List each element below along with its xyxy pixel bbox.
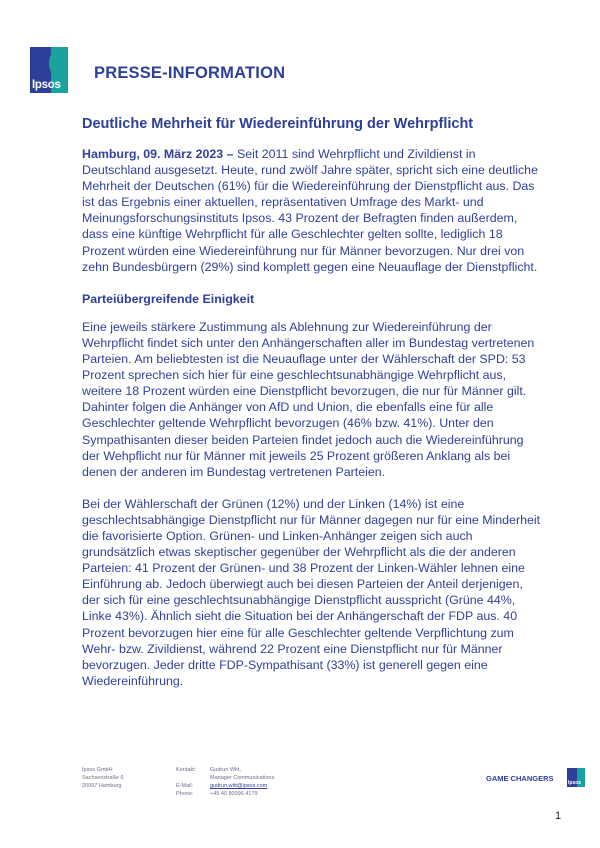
- company-name: Ipsos GmbH: [82, 767, 113, 773]
- phone-label: Phone:: [176, 791, 194, 797]
- contact-role: Manager Communications: [210, 775, 275, 781]
- lead-text: Seit 2011 sind Wehrpflicht und Zivildienst in Deutschland ausgesetzt. Heute, rund zwölf Jahre später, spricht sich eine deutliche Mehrheit der Deutschen (61%) für die Wiedereinführung der Dienstpflicht aus. Das ist das Ergebnis einer aktuellen, repräsentativen Umfrage des Markt- und Meinungsforschungsinstituts Ipsos. 43 Prozent der Befragten finden außerdem, dass eine künftige Wehrpflicht für alle Geschlechter gelten sollte, lediglich 18 Prozent würden eine Wiedereinführung nur für Männer bevorzugen. Nur drei von zehn Bundesbürgern (29%) sind komplett gegen eine Neuauflage der Dienstpflicht.: [82, 147, 538, 274]
- email-link[interactable]: gudrun.witt@ipsos.com: [210, 783, 268, 789]
- ipsos-logo: [30, 47, 68, 93]
- subheading: Parteiübergreifende Einigkeit: [82, 291, 255, 306]
- ipsos-mini-logo: [567, 768, 585, 787]
- footer-contact: [210, 766, 274, 798]
- dateline: Hamburg, 09. März 2023 –: [82, 147, 234, 161]
- paragraph-2: Eine jeweils stärkere Zustimmung als Ablehnung zur Wiedereinführung der Wehrpflicht findet sich unter den Anhängerschaften aller im Bundestag vertretenen Parteien. Am beliebtesten ist die Neuauflage unter der Wählerschaft der SPD: 53 Prozent sprechen sich hier für eine geschlechtsunabhängige Wehrpflicht aus, weitere 18 Prozent würden eine Dienstpflicht bevorzugen, die nur für Männer gilt. Dahinter folgen die Anhänger von AfD und Union, die ebenfalls eine für alle Geschlechter geltende Wehrpflicht bevorzugen (46% bzw. 41%). Unter den Sympathisanten dieser beiden Parteien findet jedoch auch die Wiedereinführung der Wehpflicht nur für Männer mit jeweils 25 Prozent größeren Anklang als bei denen der anderen im Bundestag vertretenen Parteien.: [82, 319, 535, 479]
- contact-label: Kontakt:: [176, 767, 197, 773]
- company-street: Sachsenstraße 6: [82, 775, 124, 781]
- logo-text: Ipsos: [32, 79, 61, 91]
- phone-number: +49 40 80096 4179: [210, 791, 258, 797]
- logo-face-shape: [49, 52, 59, 74]
- presse-information-label: PRESSE-INFORMATION: [94, 64, 286, 82]
- company-city: 20097 Hamburg: [82, 783, 122, 789]
- mini-logo-text: Ipsos: [568, 780, 582, 786]
- contact-name: Gudrun Witt,: [210, 767, 241, 773]
- lead-paragraph: [82, 146, 542, 275]
- email-label: E-Mail:: [176, 783, 194, 789]
- game-changers-slogan: GAME CHANGERS: [486, 774, 554, 783]
- footer-labels: [176, 766, 196, 798]
- article-title: Deutliche Mehrheit für Wiedereinführung der Wehrpflicht: [82, 116, 474, 132]
- article-body: [82, 146, 542, 705]
- paragraph-3: Bei der Wählerschaft der Grünen (12%) und der Linken (14%) ist eine geschlechtsabhängige Dienstpflicht nur für Männer dagegen nur für eine Minderheit die favorisierte Option. Grünen- und Linken-Anhänger zeigen sich auch grundsätzlich etwas skeptischer gegenüber der Wehrpflicht als die der anderen Parteien: 41 Prozent der Grünen- und 38 Prozent der Linken-Wähler lehnen eine Einführung ab. Jedoch überwiegt auch bei diesen Parteien der Anteil derjenigen, der sich für eine geschlechtsunabhängige Dienstpflicht ausspricht (Grüne 44%, Linke 43%). Ähnlich sieht die Situation bei der Anhängerschaft der FDP aus. 40 Prozent bevorzugen hier eine für alle Geschlechter geltende Verpflichtung zum Wehr- bzw. Zivildienst, während 22 Prozent eine Dienstpflicht nur für Männer bevorzugen. Jeder dritte FDP-Sympathisant (33%) ist generell gegen eine Wiedereinführung.: [82, 496, 541, 688]
- page-number: 1: [555, 810, 562, 822]
- footer-company: [82, 766, 124, 790]
